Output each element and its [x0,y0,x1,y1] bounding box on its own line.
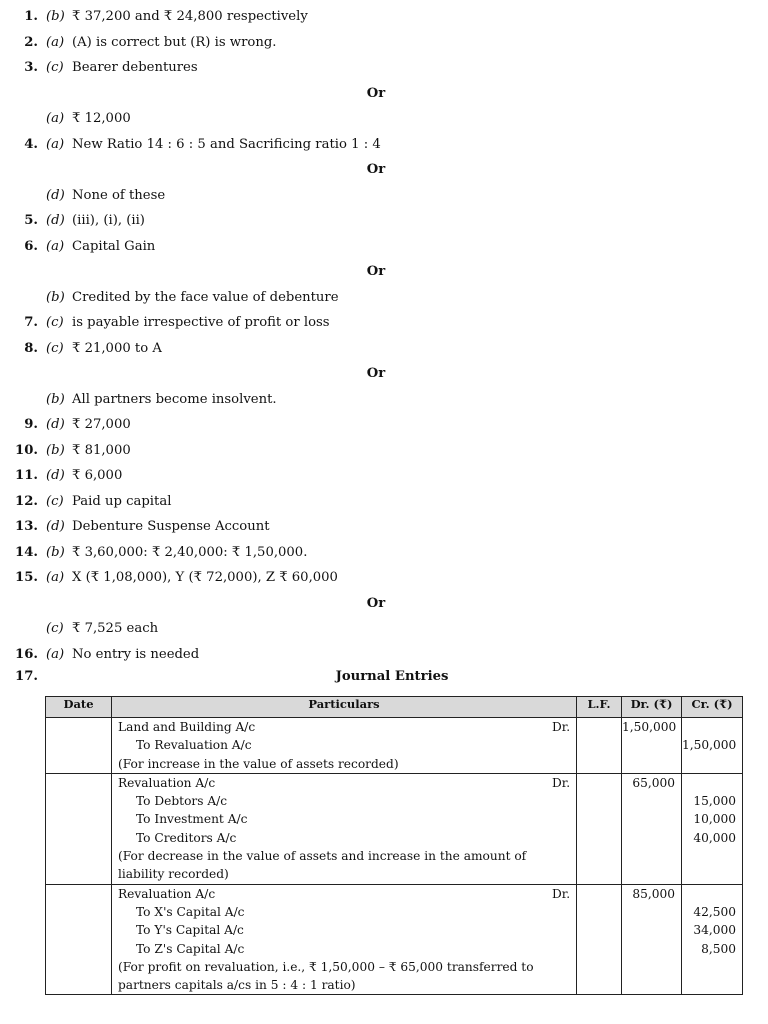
debit-amount [622,829,681,847]
debit-amount-cell [622,718,682,774]
date-cell [46,718,112,774]
answer-option: (d) [46,519,65,534]
answer-text: No entry is needed [72,646,200,662]
answer-text: is payable irrespective of profit or loss [72,315,330,330]
answer-option: (d) [46,417,65,432]
account-name: To X's Capital A/c [136,904,245,919]
or-separator: Or [366,162,386,177]
debit-amount [622,736,681,754]
answer-text: New Ratio 14 : 6 : 5 and Sacrificing ratio 1 : 4 [72,136,381,152]
answer-option: (c) [46,621,64,636]
answer-text: ₹ 21,000 to A [72,340,162,356]
debit-mark: Dr. [552,886,571,901]
debit-amount [622,810,681,828]
answer-text: ₹ 3,60,000: ₹ 2,40,000: ₹ 1,50,000. [72,544,308,560]
header-date: Date [46,697,112,718]
credit-amount: 15,000 [693,794,736,809]
account-name: Land and Building A/c [118,720,256,734]
credit-amount: 8,500 [701,941,736,956]
answer-text: ₹ 27,000 [72,417,131,432]
header-particulars: Particulars [112,697,577,718]
answer-option: (c) [46,493,64,509]
particulars-line [112,718,576,736]
particulars-line [112,903,576,921]
account-name: (For increase in the value of assets recorded) [118,756,399,771]
answer-option: (b) [46,9,65,24]
journal-entry-row [46,718,743,774]
answer-number: 6. [24,238,38,254]
answer-number: 14. [15,544,38,560]
answer-number: 1. [24,9,38,24]
debit-amount: 65,000 [632,775,675,790]
journal-entry-row [46,773,743,884]
header-dr: Dr. (₹) [622,697,682,718]
account-name: To Revaluation A/c [136,738,252,753]
answer-option: (b) [46,391,65,407]
answer-option: (a) [46,570,65,585]
debit-amount [622,921,681,939]
answer-text: (A) is correct but (R) is wrong. [72,34,277,50]
debit-amount [622,792,681,810]
or-separator: Or [366,366,386,381]
credit-amount: 10,000 [693,812,736,827]
debit-mark [552,792,576,810]
or-separator: Or [366,595,386,611]
credit-amount-cell [682,718,743,774]
particulars-line [112,921,576,939]
credit-amount [682,755,742,773]
particulars-line [112,829,576,847]
answer-option: (a) [46,238,65,254]
account-name: To Z's Capital A/c [136,941,245,956]
answer-text: Credited by the face value of debenture [72,289,339,305]
answer-option: (b) [46,289,65,305]
particulars-line [112,755,576,773]
journal-header-row [46,697,743,718]
credit-amount: 34,000 [693,923,736,938]
particulars-line [112,736,576,754]
answer-option: (d) [46,187,65,203]
question-number: 17. [15,669,38,684]
answer-text: ₹ 7,525 each [72,621,159,636]
particulars-cell [112,773,577,884]
answer-option: (d) [46,468,65,483]
particulars-line [112,885,576,903]
answer-text: Debenture Suspense Account [72,519,270,534]
answer-option: (c) [46,60,64,75]
answer-option: (a) [46,646,65,662]
credit-amount: 1,50,000 [682,738,737,753]
debit-mark [552,921,576,939]
debit-mark [552,755,576,773]
credit-amount [682,885,742,903]
lf-cell [577,718,622,774]
credit-amount-cell [682,884,743,995]
header-lf: L.F. [577,697,622,718]
date-cell [46,773,112,884]
lf-cell [577,773,622,884]
debit-mark: Dr. [552,720,571,734]
debit-mark [552,940,576,958]
credit-amount-cell [682,773,743,884]
answer-number: 13. [15,519,38,534]
account-name: To Debtors A/c [136,794,228,809]
answer-text: All partners become insolvent. [72,391,277,407]
date-cell [46,884,112,995]
answer-text: ₹ 81,000 [72,442,131,458]
answer-option: (c) [46,315,64,330]
particulars-cell [112,718,577,774]
debit-amount: 85,000 [632,886,675,901]
answer-text: ₹ 37,200 and ₹ 24,800 respectively [72,9,308,24]
narration: (For profit on revaluation, i.e., ₹ 1,50,000 – ₹ 65,000 transferred to partners capitals a/cs in 5 : 4 : 1 ratio) [118,959,534,993]
answer-option: (c) [46,340,64,356]
answer-option: (b) [46,544,65,560]
answer-number: 15. [15,570,38,585]
answer-text: Paid up capital [72,493,172,509]
answer-option: (b) [46,442,65,458]
journal-entries-table [45,696,743,995]
answer-number: 2. [24,34,38,50]
particulars-cell [112,884,577,995]
answer-text: (iii), (i), (ii) [72,213,145,228]
journal-heading: Journal Entries [335,669,449,684]
answer-number: 3. [24,60,38,75]
particulars-line [112,774,576,792]
account-name: To Creditors A/c [136,830,237,845]
answer-option: (a) [46,136,65,152]
answer-number: 10. [15,442,38,458]
credit-amount [682,774,742,792]
credit-amount: 40,000 [693,830,736,845]
debit-mark [552,903,576,921]
credit-amount [682,718,742,736]
particulars-line [112,792,576,810]
answer-text: Bearer debentures [72,60,198,75]
answer-text: ₹ 12,000 [72,111,131,126]
debit-amount-cell [622,884,682,995]
header-cr: Cr. (₹) [682,697,743,718]
answer-option: (a) [46,111,65,126]
account-name: To Y's Capital A/c [136,923,244,938]
journal-entry-row [46,884,743,995]
debit-mark [552,829,576,847]
debit-amount-cell [622,773,682,884]
answer-number: 8. [24,340,38,356]
particulars-line [112,810,576,828]
debit-amount [622,940,681,958]
answer-number: 5. [24,213,38,228]
debit-mark [552,810,576,828]
debit-amount [622,903,681,921]
answer-option: (a) [46,34,65,50]
debit-mark [552,736,576,754]
answer-number: 4. [24,136,38,152]
answer-option: (d) [46,213,65,228]
answer-number: 9. [24,417,38,432]
account-name: To Investment A/c [136,812,248,827]
answer-text: ₹ 6,000 [72,468,123,483]
answer-number: 12. [15,493,38,509]
or-separator: Or [366,85,386,101]
debit-amount [622,755,681,773]
particulars-line [112,940,576,958]
credit-amount: 42,500 [693,904,736,919]
account-name: Revaluation A/c [118,886,216,901]
answer-text: None of these [72,187,166,203]
account-name: Revaluation A/c [118,775,216,790]
lf-cell [577,884,622,995]
answer-number: 11. [15,468,38,483]
answer-text: Capital Gain [72,238,156,254]
debit-amount: 1,50,000 [622,720,677,734]
answer-number: 16. [15,646,38,662]
debit-mark: Dr. [552,775,571,790]
answer-text: X (₹ 1,08,000), Y (₹ 72,000), Z ₹ 60,000 [72,570,338,585]
narration: (For decrease in the value of assets and increase in the amount of liability recorded) [118,849,527,882]
answer-number: 7. [24,315,38,330]
or-separator: Or [366,264,386,279]
